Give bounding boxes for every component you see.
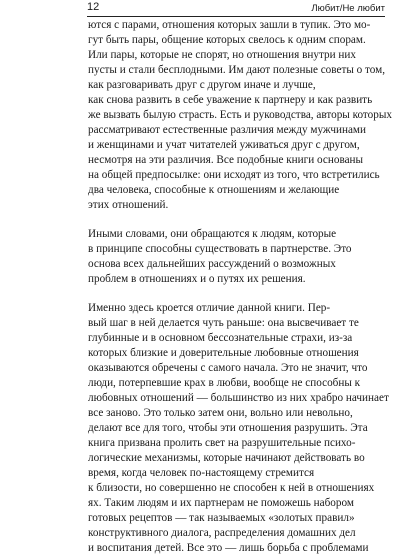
text-line: два человека, способные к отношениям и желающие [88,184,340,196]
text-line: делают все для того, чтобы эти отношения разрушить. Эта [88,422,368,434]
text-line: несмотря на эти различия. Все подобные книги основаны [88,154,364,166]
text-line: любовных отношений — большинство из них храбро начинает [88,392,389,404]
page-header [87,0,385,17]
text-line: ются с парами, отношения которых зашли в тупик. Это мо- [88,19,371,31]
text-line: же вызвать былую страсть. Есть и руководства, авторы которых [88,109,392,121]
text-line: готовых рецептов — так называемых «золотых правил» [88,512,355,524]
text-line: гут быть пары, общение которых свелось к одним спорам. [88,34,366,46]
text-line: и воспитания детей. Все это — лишь борьба с проблемами [88,542,369,554]
text-line: книга призвана пролить свет на разрушительные психо- [88,437,356,449]
paragraph-gap [88,287,385,301]
text-line: как разговаривать друг с другом иначе и лучше, [88,79,316,91]
text-line: как снова развить в себе уважение к партнеру и как развить [88,94,373,106]
text-line: этих отношений. [88,199,169,211]
paragraph [88,301,389,556]
page-number: 12 [87,1,100,13]
text-line: Или пары, которые не спорят, но отношения внутри них [88,49,356,61]
text-line: оказываются обречены с самого начала. Это не значит, что [88,362,368,374]
text-line: ях. Таким людям и их партнерам не поможешь набором [88,497,354,509]
text-line: Иными словами, они обращаются к людям, которые [88,228,337,240]
text-line: на общей предпосылке: они исходят из того, что встретились [88,169,380,181]
paragraph [88,227,385,287]
text-line: пусты и стали бесплодными. Им дают полезные советы о том, [88,64,386,76]
text-line: в принципе способны существовать в партнерстве. Это [88,243,352,255]
text-line: к близости, но совершенно не способен к ней в отношениях [88,482,375,494]
text-line: проблем в отношениях и о путях их решения. [88,273,306,285]
text-line: которых близкие и доверительные любовные отношения [88,347,359,359]
text-line: и женщинами и учат читателей уживаться друг с другом, [88,139,360,151]
text-line: время, когда человек по-настоящему стремится [88,467,315,479]
text-line: логические механизмы, которые начинают действовать во [88,452,365,464]
running-head: Любит/Не любит [311,3,385,14]
text-line: рассматривают естественные различия между мужчинами [88,124,366,136]
text-line: Именно здесь кроется отличие данной книги. Пер- [88,302,331,314]
text-line: люди, потерпевшие крах в любви, вообще не способны к [88,377,361,389]
text-line: основа всех дальнейших рассуждений о возможных [88,258,336,270]
text-line: конструктивного диалога, распределения домашних дел [88,527,356,539]
text-line: вый шаг в ней делается чуть раньше: она высвечивает те [88,317,359,329]
body-text [88,18,392,556]
paragraph-gap [88,213,385,227]
text-line: глубинные и в основном бессознательные страхи, из-за [88,332,353,344]
paragraph [88,18,392,213]
text-line: все заново. Это только затем они, вольно или невольно, [88,407,353,419]
